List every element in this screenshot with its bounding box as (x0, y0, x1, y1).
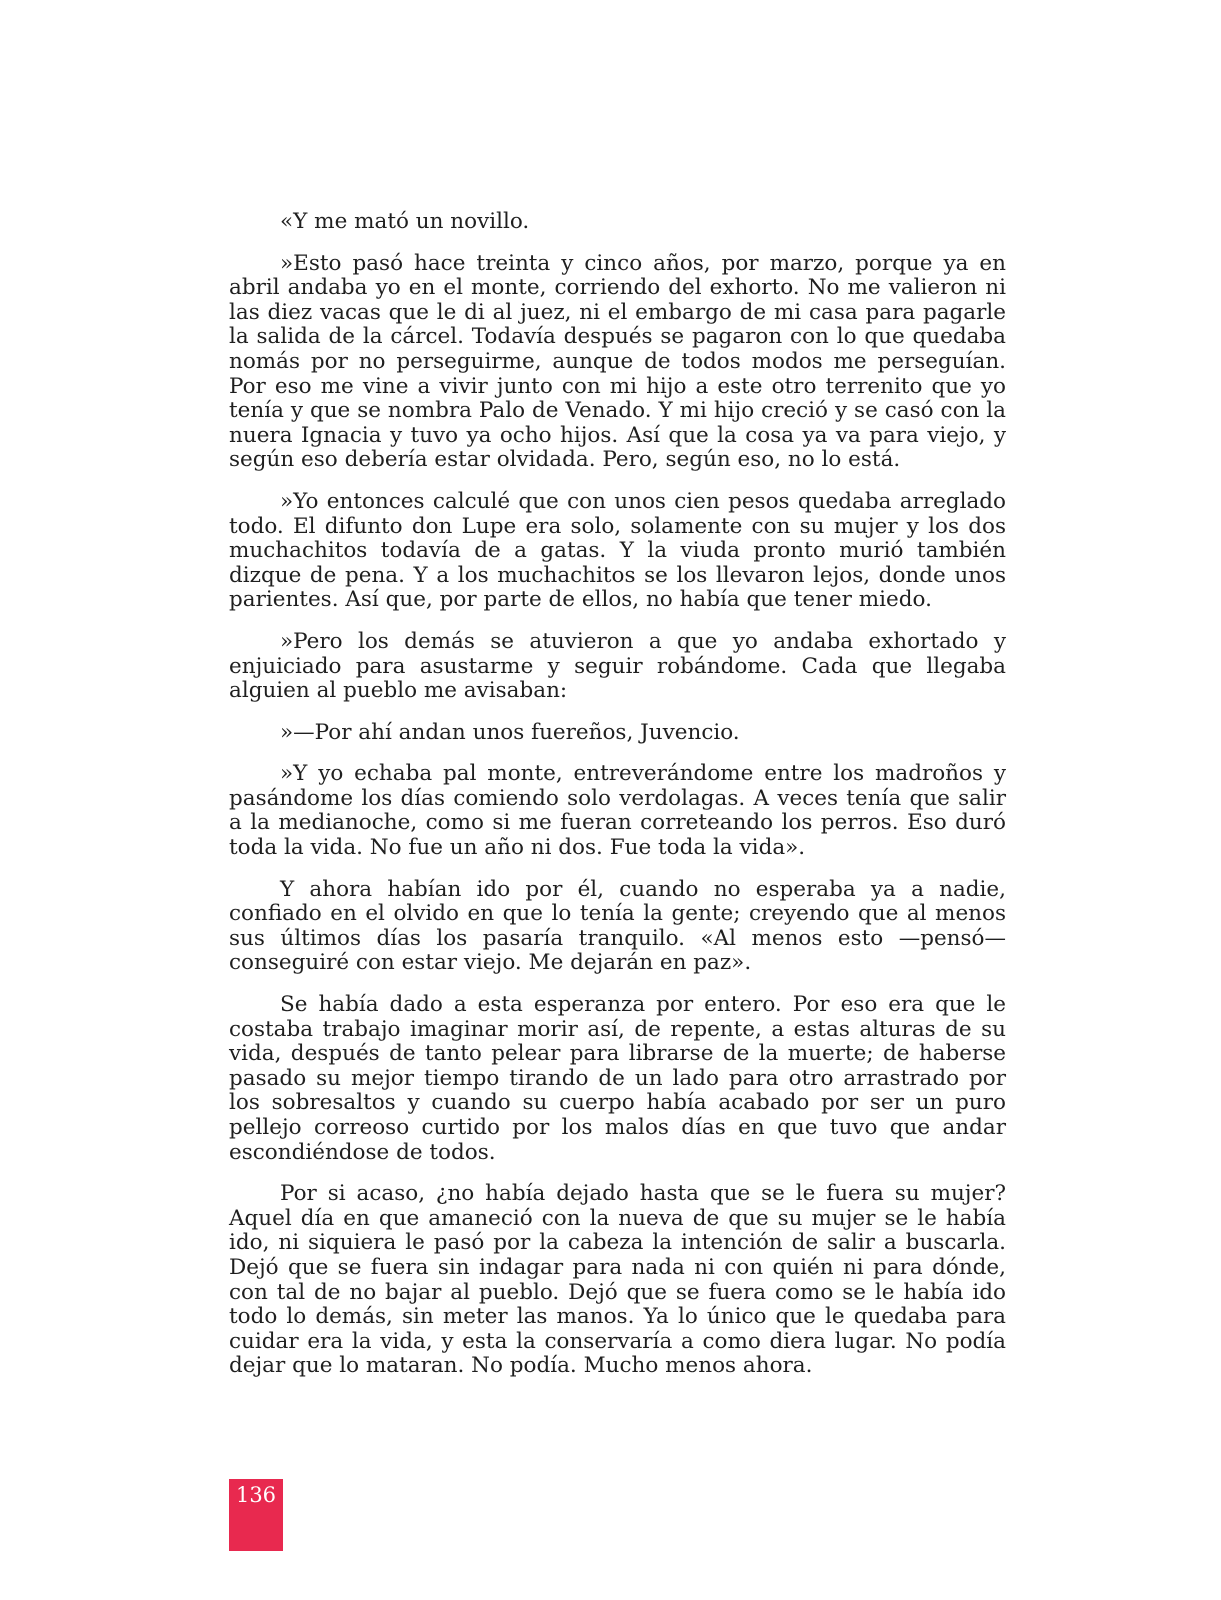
paragraph: »Yo entonces calculé que con unos cien pesos quedaba arreglado todo. El difunto don Lupe era solo, solamente con su mujer y los dos muchachitos todavía de a gatas. Y la viuda pronto murió también dizque de pena. Y a los muchachitos se los llevaron lejos, donde unos parientes. Así que, por parte de ellos, no había que tener miedo. (229, 488, 1006, 613)
paragraph: »Pero los demás se atuvieron a que yo andaba exhortado y enjuiciado para asustarme y seguir robándome. Cada que llegaba alguien al pueblo me avisaban: (229, 628, 1006, 704)
page-number-badge (229, 1479, 283, 1551)
paragraph: »Y yo echaba pal monte, entreverándome entre los madroños y pasándome los días comiendo solo verdolagas. A veces tenía que salir a la medianoche, como si me fueran correteando los perros. Eso duró toda la vida. No fue un año ni dos. Fue toda la vida». (229, 761, 1006, 861)
page-number: 136 (235, 1483, 277, 1507)
paragraph: »Esto pasó hace treinta y cinco años, por marzo, porque ya en abril andaba yo en el monte, corriendo del exhorto. No me valieron ni las diez vacas que le di al juez, ni el embargo de mi casa para pagarle la salida de la cárcel. Todavía después se pagaron con lo que quedaba nomás por no perseguirme, aunque de todos modos me perseguían. Por eso me vine a vivir junto con mi hijo a este otro terrenito que yo tenía y que se nombra Palo de Venado. Y mi hijo creció y se casó con la nuera Ignacia y tuvo ya ocho hijos. Así que la cosa ya va para viejo, y según eso debería estar olvidada. Pero, según eso, no lo está. (229, 250, 1006, 473)
paragraph: «Y me mató un novillo. (280, 209, 530, 234)
paragraph: Y ahora habían ido por él, cuando no esperaba ya a nadie, confiado en el olvido en que lo tenía la gente; creyendo que al menos sus últimos días los pasaría tranquilo. «Al menos esto —pensó— conseguiré con estar viejo. Me dejarán en paz». (229, 876, 1006, 976)
paragraph: Se había dado a esta esperanza por entero. Por eso era que le costaba trabajo imaginar morir así, de repente, a estas alturas de su vida, después de tanto pelear para librarse de la muerte; de haberse pasado su mejor tiempo tirando de un lado para otro arrastrado por los sobresaltos y cuando su cuerpo había acabado por ser un puro pellejo correoso curtido por los malos días en que tuvo que andar escondiéndose de todos. (229, 992, 1006, 1165)
paragraph: Por si acaso, ¿no había dejado hasta que se le fuera su mujer? Aquel día en que amaneció con la nueva de que su mujer se le había ido, ni siquiera le pasó por la cabeza la intención de salir a buscarla. Dejó que se fuera sin indagar para nada ni con quién ni para dónde, con tal de no bajar al pueblo. Dejó que se fuera como se le había ido todo lo demás, sin meter las manos. Ya lo único que le quedaba para cuidar era la vida, y esta la conservaría a como diera lugar. No podía dejar que lo mataran. No podía. Mucho menos ahora. (229, 1181, 1006, 1379)
paragraph: »—Por ahí andan unos fuereños, Juvencio. (280, 719, 740, 745)
body-text (229, 210, 1006, 1396)
